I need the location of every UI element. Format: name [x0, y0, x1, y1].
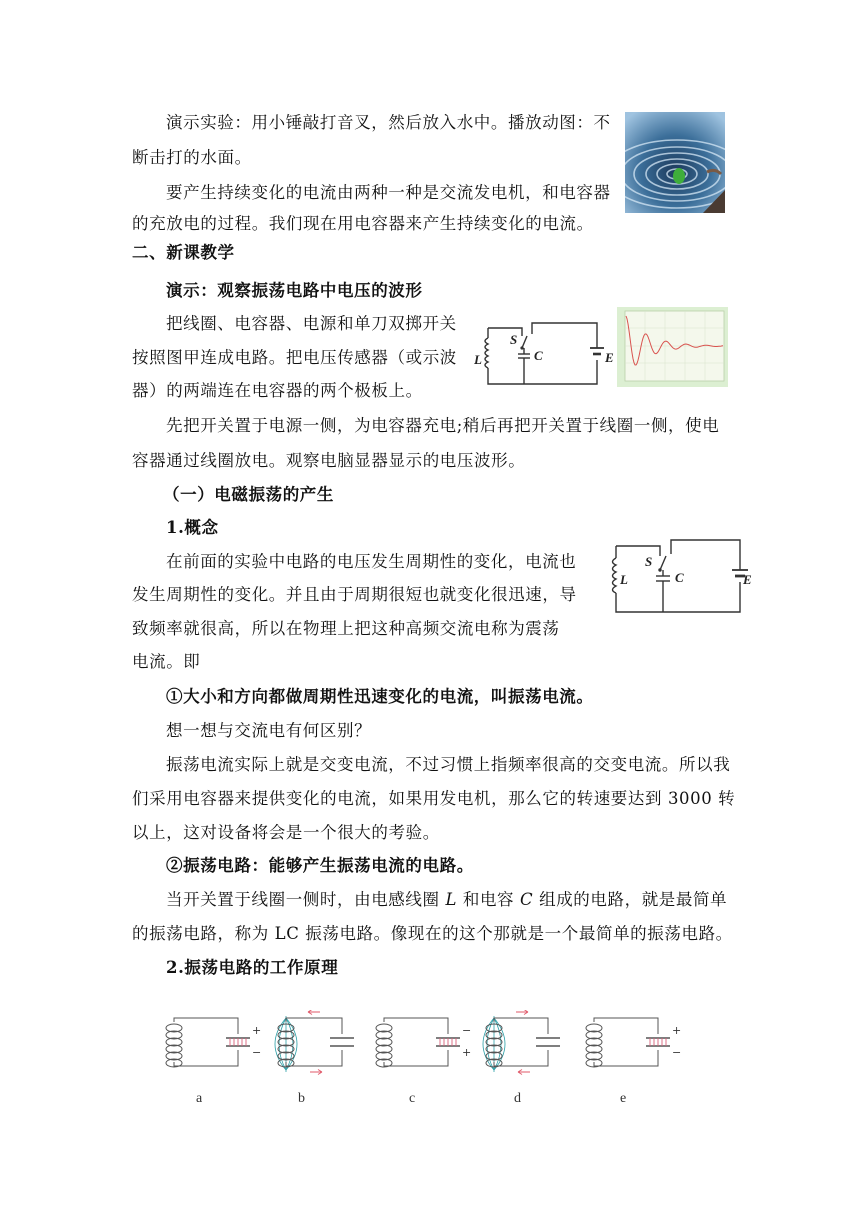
stage-e-minus: − — [672, 1046, 682, 1059]
paragraph-continuous-current: 要产生持续变化的电流由两种一种是交流发电机，和电容器 — [166, 183, 611, 202]
section-heading-new-lesson: 二、新课教学 — [132, 243, 235, 262]
paragraph-connect-circuit: 把线圈、电容器、电源和单刀双掷开关 — [166, 314, 457, 333]
stage-caption-b: b — [298, 1091, 305, 1106]
definition-oscillating-current: ①大小和方向都做周期性迅速变化的电流，叫振荡电流。 — [166, 687, 594, 706]
stage-caption-d: d — [514, 1091, 521, 1106]
stage-e-circuit — [586, 1018, 681, 1067]
paragraph-concept-l2: 发生周期性的变化。并且由于周期很短也就变化很迅速，导 — [132, 585, 577, 604]
paragraph-explanation-l2: 们采用电容器来提供变化的电流，如果用发电机，那么它的转速要达到 3000 转 — [132, 789, 736, 808]
circuit2-label-s: S — [645, 554, 653, 569]
subsection-heading-generation: （一）电磁振荡的产生 — [163, 485, 334, 504]
paragraph-connect-circuit-end: 器）的两端连在电容器的两个极板上。 — [132, 381, 423, 400]
paragraph-concept: 在前面的实验中电路的电压发生周期性的变化，电流也 — [166, 552, 577, 571]
stage-c-circuit — [376, 1018, 471, 1067]
circuit2-label-l: L — [620, 572, 628, 587]
stage-a-plus: + — [252, 1024, 262, 1037]
question-difference: 想一想与交流电有何区别？ — [166, 721, 372, 740]
water-ripple-photo — [625, 112, 725, 213]
paragraph-continuous-current-cont: 的充放电的过程。我们现在用电容器来产生持续变化的电流。 — [132, 214, 594, 233]
heading-demo-observe: 演示：观察振荡电路中电压的波形 — [166, 281, 423, 300]
paragraph-explanation-l3: 以上，这对设备将会是一个很大的考验。 — [132, 823, 440, 842]
lc-circuit-diagram-2 — [600, 536, 760, 618]
circuit2-label-c: C — [675, 570, 684, 585]
paragraph-switch-procedure-cont: 容器通过线圈放电。观察电脑显器显示的电压波形。 — [132, 451, 526, 470]
lc-circuit-diagram — [474, 318, 614, 388]
circuit-label-l: L — [474, 352, 482, 367]
stage-a-minus: − — [252, 1046, 262, 1059]
stage-d-circuit — [483, 1010, 560, 1075]
stage-e-plus: + — [672, 1024, 682, 1037]
paragraph-lc-circuit-l2: 的振荡电路，称为 LC 振荡电路。像现在的这个那就是一个最简单的振荡电路。 — [132, 924, 733, 943]
paragraph-connect-circuit-cont: 按照图甲连成电路。把电压传感器（或示波 — [132, 348, 457, 367]
stage-caption-c: c — [409, 1091, 416, 1106]
paragraph-switch-procedure: 先把开关置于电源一侧，为电容器充电;稍后再把开关置于线圈一侧，使电 — [166, 416, 720, 435]
heading-working-principle: 2.振荡电路的工作原理 — [166, 958, 339, 977]
circuit-label-e: E — [605, 350, 614, 365]
paragraph-concept-l4: 电流。即 — [132, 652, 201, 671]
circuit2-label-e: E — [743, 572, 752, 587]
stage-c-minus: − — [462, 1024, 472, 1037]
circuit-label-s: S — [510, 332, 518, 347]
heading-concept: 1.概念 — [166, 518, 219, 537]
paragraph-lc-circuit: 当开关置于线圈一侧时，由电感线圈 L 和电容 C 组成的电路，就是最简单 — [166, 890, 728, 909]
stage-b-circuit — [275, 1010, 354, 1075]
stage-c-plus: + — [462, 1046, 472, 1059]
voltage-waveform-graph — [617, 307, 728, 387]
paragraph-concept-l3: 致频率就很高，所以在物理上把这种高频交流电称为震荡 — [132, 619, 560, 638]
oscillation-stages-figure — [150, 1010, 690, 1110]
definition-oscillating-circuit: ②振荡电路：能够产生振荡电流的电路。 — [166, 856, 474, 875]
stage-a-circuit — [166, 1018, 261, 1067]
stage-caption-a: a — [196, 1091, 203, 1106]
paragraph-demo-experiment-cont: 断击打的水面。 — [132, 148, 252, 167]
stage-caption-e: e — [620, 1091, 627, 1106]
paragraph-explanation: 振荡电流实际上就是交变电流，不过习惯上指频率很高的交变电流。所以我 — [166, 755, 731, 774]
circuit-label-c: C — [534, 348, 543, 363]
paragraph-demo-experiment: 演示实验：用小锤敲打音叉，然后放入水中。播放动图：不 — [166, 113, 611, 132]
